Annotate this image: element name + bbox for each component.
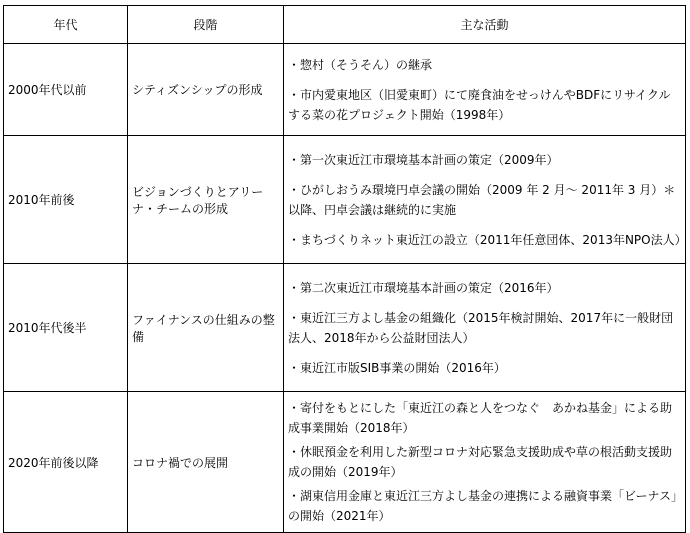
history-table bbox=[3, 5, 686, 533]
activity-item: ・寄付をもとにした「東近江の森と人をつなぐ あかね基金」による助成事業開始（2018年） bbox=[288, 401, 673, 435]
activity-item: ・東近江三方よし基金の組織化（2015年検討開始、2017年に一般財団法人、2018年から公益財団法人） bbox=[288, 310, 674, 345]
table-header-row bbox=[4, 6, 686, 44]
era-cell: 2010年代後半 bbox=[4, 264, 128, 392]
stage-cell: ファイナンスの仕組みの整備 bbox=[128, 264, 284, 392]
table-row bbox=[4, 44, 686, 136]
activities-cell bbox=[284, 392, 686, 533]
activities-cell bbox=[284, 264, 686, 392]
activity-item: ・湖東信用金庫と東近江三方よし基金の連携による融資事業「ビーナス」の開始（2021年） bbox=[288, 489, 678, 523]
activities-cell bbox=[284, 136, 686, 264]
activity-item: ・まちづくりネット東近江の設立（2011年任意団体、2013年NPO法人） bbox=[288, 232, 687, 247]
era-cell: 2000年代以前 bbox=[4, 44, 128, 136]
activity-item: ・ひがしおうみ環境円卓会議の開始（2009 年 2 月～ 2011年 3 月）＊以降、円卓会議は継続的に実施 bbox=[288, 182, 676, 217]
table-row bbox=[4, 136, 686, 264]
stage-cell: シティズンシップの形成 bbox=[128, 44, 284, 136]
activity-item: ・惣村（そうそん）の継承 bbox=[288, 57, 433, 72]
header-stage: 段階 bbox=[128, 6, 284, 44]
activity-item: ・市内愛東地区（旧愛東町）にて廃食油をせっけんやBDFにリサイクルする菜の花プロジェクト開始（1998年） bbox=[288, 87, 671, 122]
activity-item: ・第二次東近江市環境基本計画の策定（2016年） bbox=[288, 280, 559, 295]
header-era: 年代 bbox=[4, 6, 128, 44]
activities-cell bbox=[284, 44, 686, 136]
activity-item: ・休眠預金を利用した新型コロナ対応緊急支援助成や草の根活動支援助成の開始（2019年） bbox=[288, 445, 673, 479]
stage-cell: コロナ禍での展開 bbox=[128, 392, 284, 533]
era-cell: 2020年前後以降 bbox=[4, 392, 128, 533]
activity-item: ・東近江市版SIB事業の開始（2016年） bbox=[288, 360, 506, 375]
stage-cell: ビジョンづくりとアリーナ・チームの形成 bbox=[128, 136, 284, 264]
era-cell: 2010年前後 bbox=[4, 136, 128, 264]
table-row bbox=[4, 264, 686, 392]
table-row bbox=[4, 392, 686, 533]
header-activities: 主な活動 bbox=[284, 6, 686, 44]
activity-item: ・第一次東近江市環境基本計画の策定（2009年） bbox=[288, 152, 559, 167]
